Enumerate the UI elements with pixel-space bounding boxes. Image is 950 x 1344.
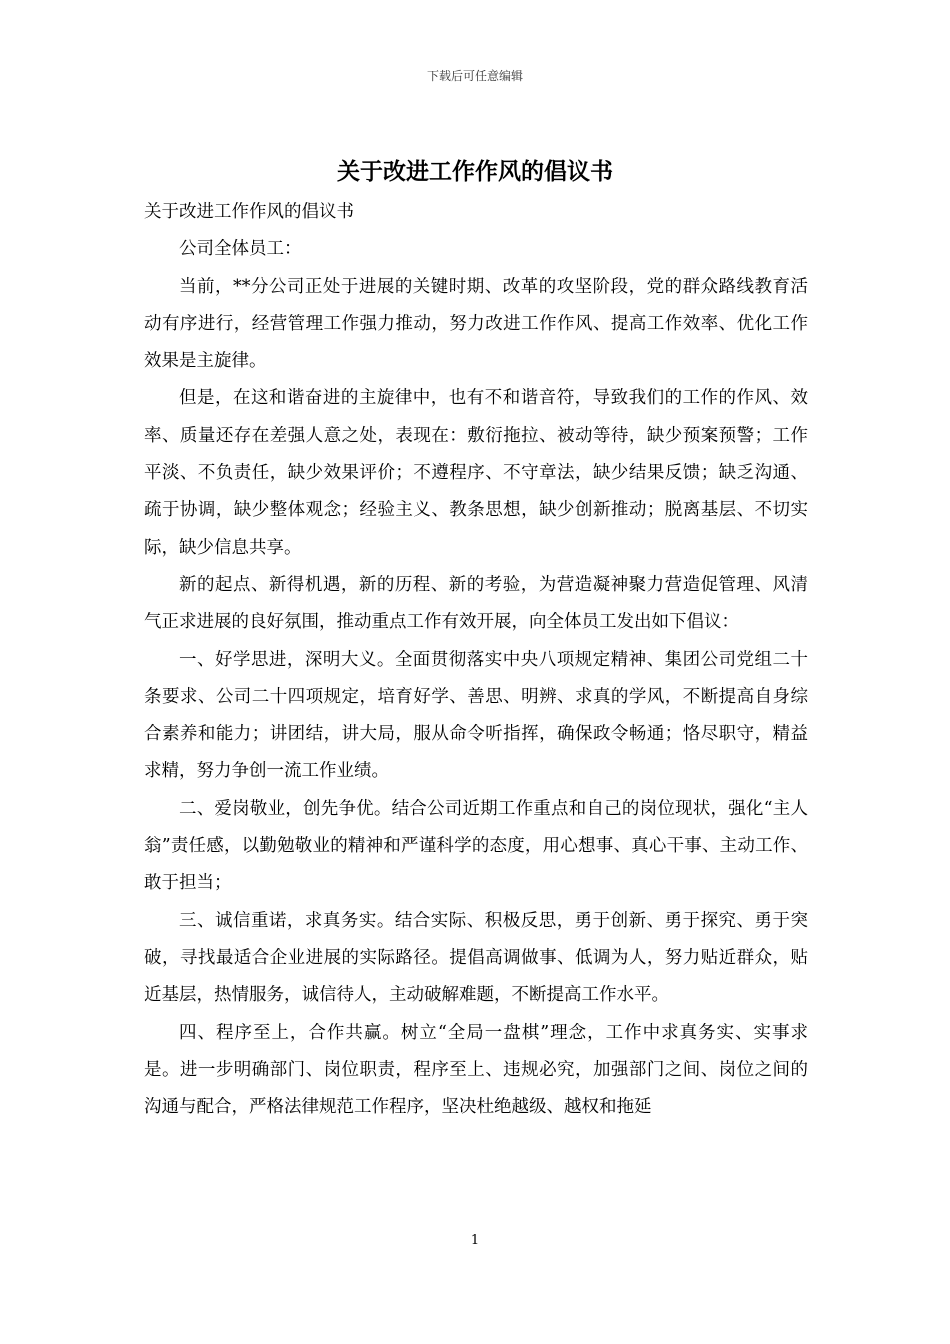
document-title: 关于改进工作作风的倡议书 bbox=[337, 158, 613, 185]
paragraph: 四、程序至上，合作共赢。树立“全局一盘棋”理念，工作中求真务实、实事求是。进一步明确部门、岗位职责，程序至上、违规必究，加强部门之间、岗位之间的沟通与配合，严格法律规范工作程序，坚决杜绝越级、越权和拖延 bbox=[144, 1022, 808, 1118]
paragraph: 新的起点、新得机遇，新的历程、新的考验，为营造凝神聚力营造促管理、风清气正求进展的良好氛围，推动重点工作有效开展，向全体员工发出如下倡议： bbox=[144, 574, 808, 633]
paragraph: 二、爱岗敬业，创先争优。结合公司近期工作重点和自己的岗位现状，强化“主人翁”责任感，以勤勉敬业的精神和严谨科学的态度，用心想事、真心干事、主动工作、敢于担当； bbox=[144, 798, 808, 894]
paragraph: 但是，在这和谐奋进的主旋律中，也有不和谐音符，导致我们的工作的作风、效率、质量还存在差强人意之处，表现在：敷衍拖拉、被动等待，缺少预案预警；工作平淡、不负责任，缺少效果评价；不遵程序、不守章法，缺少结果反馈；缺乏沟通、疏于协调，缺少整体观念；经验主义、教条思想，缺少创新推动；脱离基层、不切实际，缺少信息共享。 bbox=[144, 388, 808, 558]
subtitle-line: 关于改进工作作风的倡议书 bbox=[144, 202, 354, 222]
paragraph: 三、诚信重诺，求真务实。结合实际、积极反思，勇于创新、勇于探究、勇于突破，寻找最适合企业进展的实际路径。提倡高调做事、低调为人，努力贴近群众，贴近基层，热情服务，诚信待人，主动破解难题，不断提高工作水平。 bbox=[144, 910, 808, 1006]
salutation: 公司全体员工： bbox=[179, 239, 302, 260]
header-note: 下载后可任意编辑 bbox=[426, 69, 523, 83]
page-number: 1 bbox=[470, 1233, 480, 1248]
paragraph: 一、好学思进，深明大义。全面贯彻落实中央八项规定精神、集团公司党组二十条要求、公司二十四项规定，培育好学、善思、明辨、求真的学风，不断提高自身综合素养和能力；讲团结，讲大局，服从命令听指挥，确保政令畅通；恪尽职守，精益求精，努力争创一流工作业绩。 bbox=[144, 649, 808, 782]
document-body bbox=[144, 194, 808, 1126]
paragraph: 当前，**分公司正处于进展的关键时期、改革的攻坚阶段，党的群众路线教育活动有序进行，经营管理工作强力推动，努力改进工作作风、提高工作效率、优化工作效果是主旋律。 bbox=[144, 276, 808, 372]
